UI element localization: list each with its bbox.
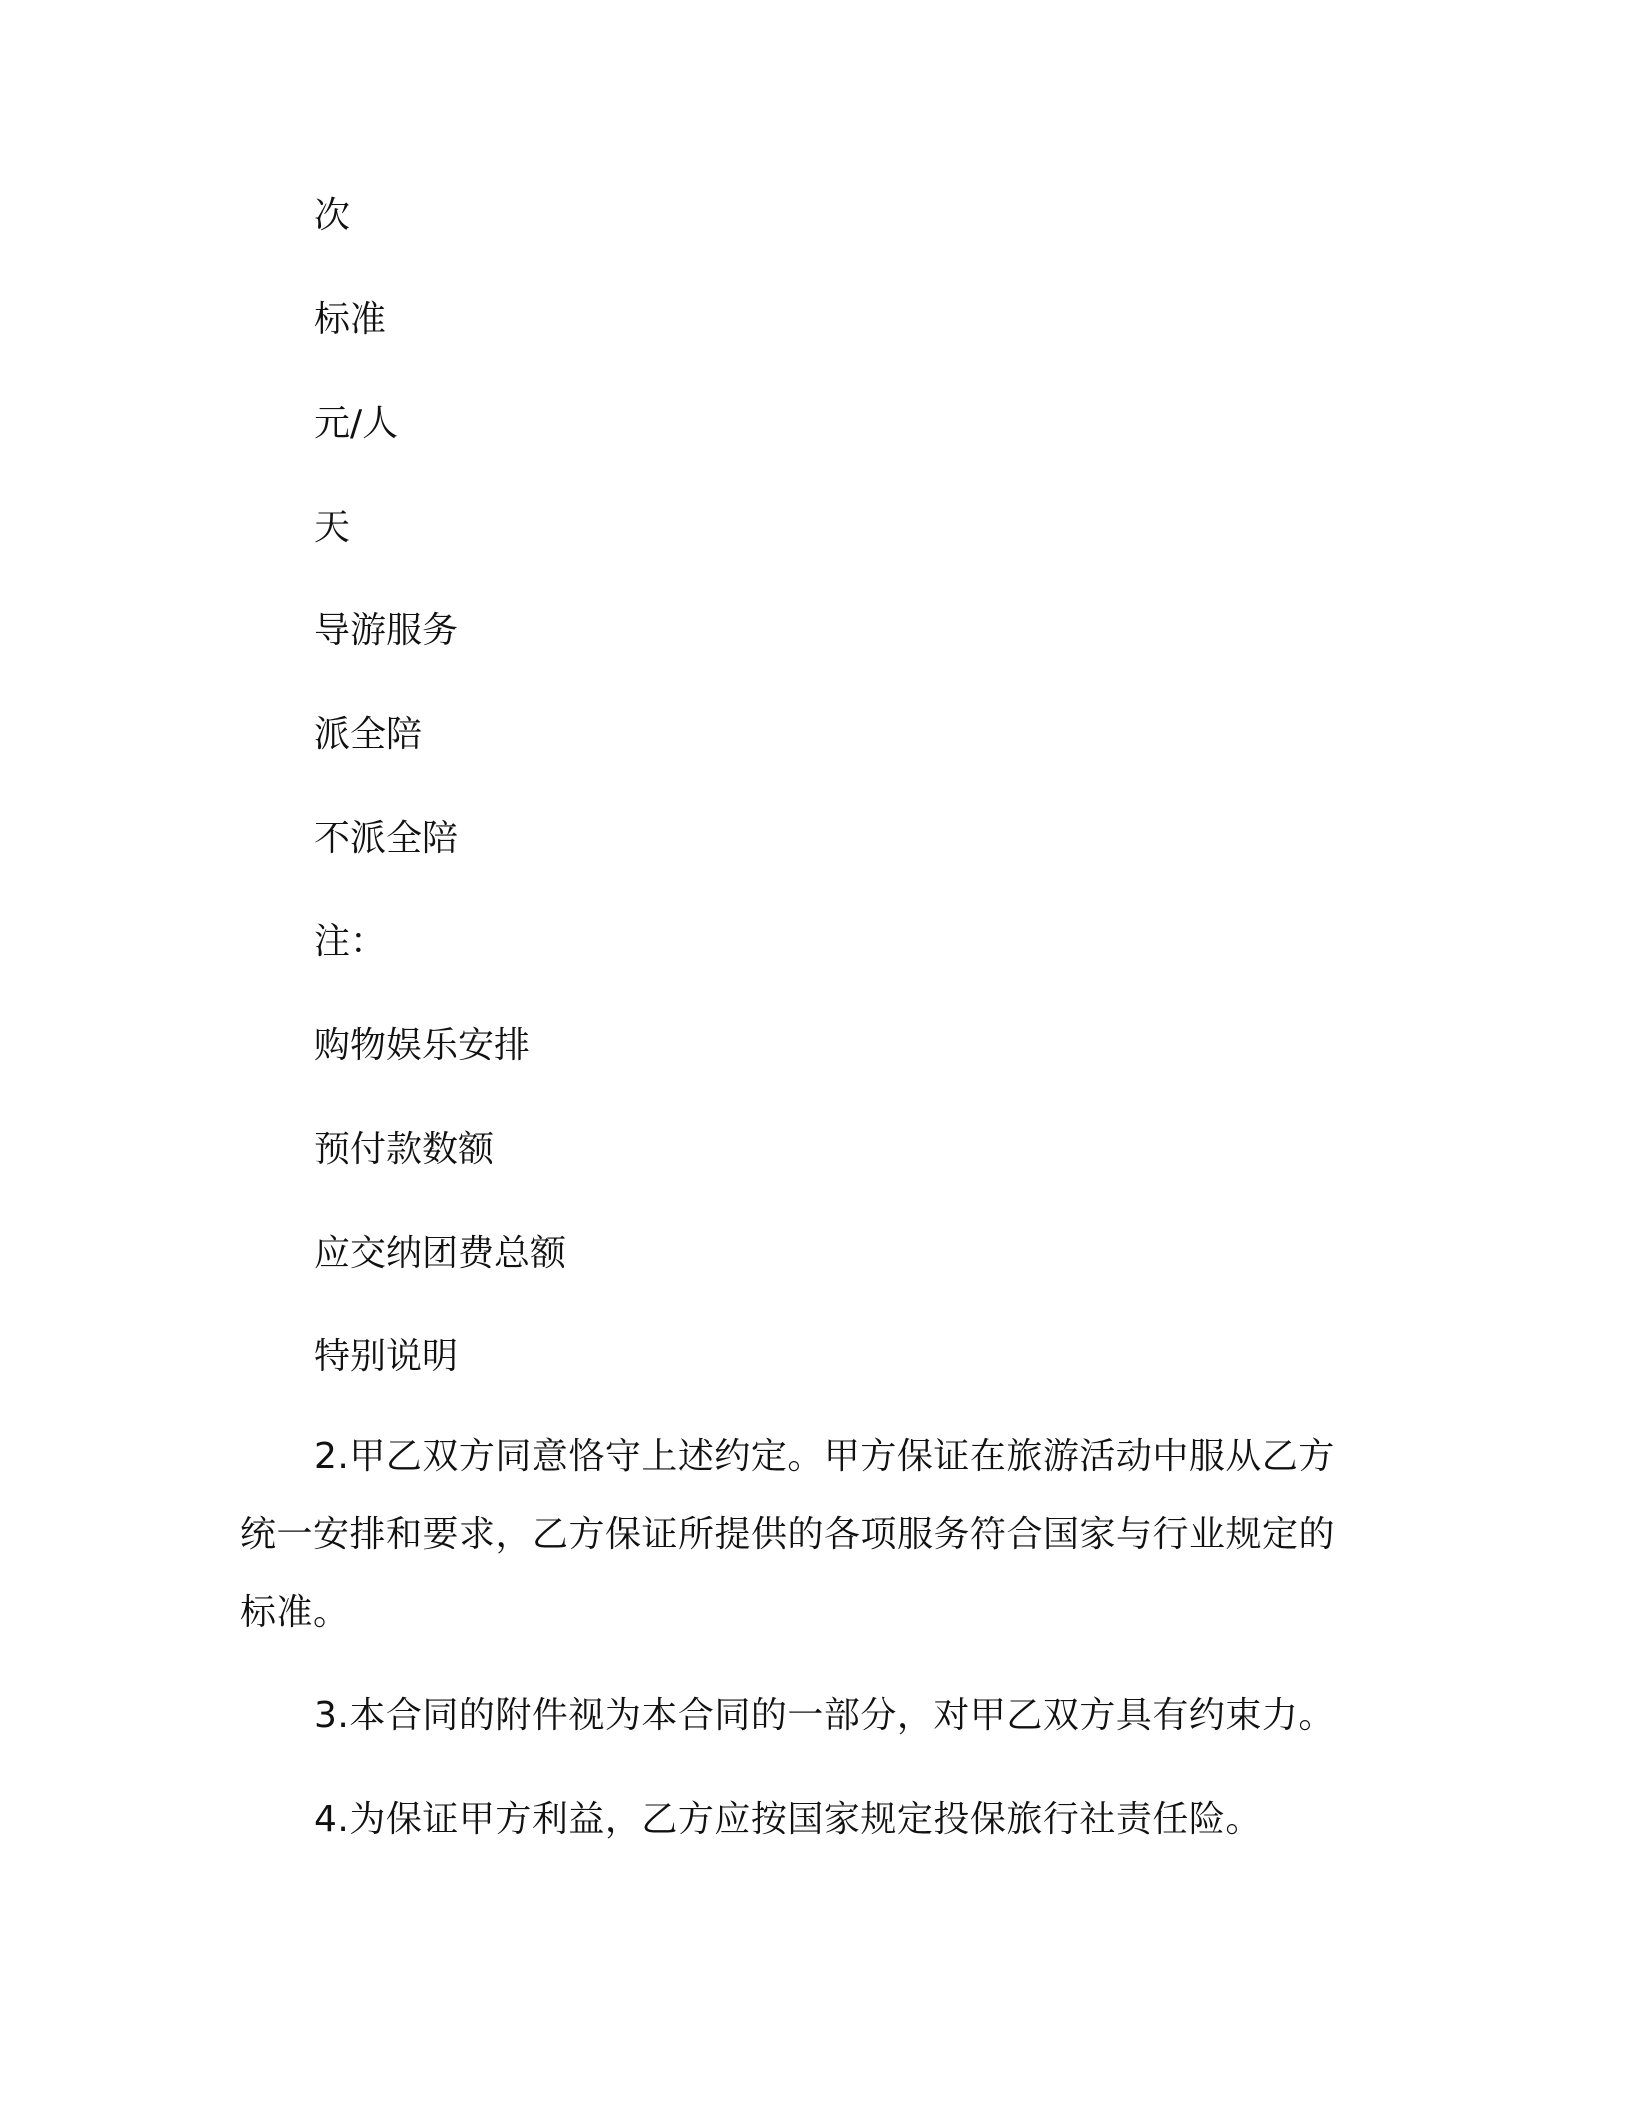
label-yuan-per-person: 元/人 [314,403,399,444]
label-with-escort: 派全陪 [314,714,423,755]
clause-3: 3.本合同的附件视为本合同的一部分，对甲乙双方具有约束力。 [314,1695,1335,1736]
label-special-notes: 特别说明 [314,1336,459,1377]
label-prepayment-amount: 预付款数额 [314,1129,495,1170]
label-shopping-entertainment: 购物娱乐安排 [314,1025,531,1066]
clause-4: 4.为保证甲方利益，乙方应按国家规定投保旅行社责任险。 [314,1799,1262,1840]
label-without-escort: 不派全陪 [314,818,459,859]
clause-2: 2.甲乙双方同意恪守上述约定。甲方保证在旅游活动中服从乙方统一安排和要求，乙方保证所提供的各项服务符合国家与行业规定的标准。 [240,1436,1336,1633]
label-biaozhun: 标准 [314,299,387,340]
label-ci: 次 [314,195,351,236]
label-total-tour-fee: 应交纳团费总额 [314,1233,567,1274]
label-guide-service: 导游服务 [314,610,459,651]
label-note: 注： [314,921,387,962]
label-tian: 天 [314,507,351,548]
